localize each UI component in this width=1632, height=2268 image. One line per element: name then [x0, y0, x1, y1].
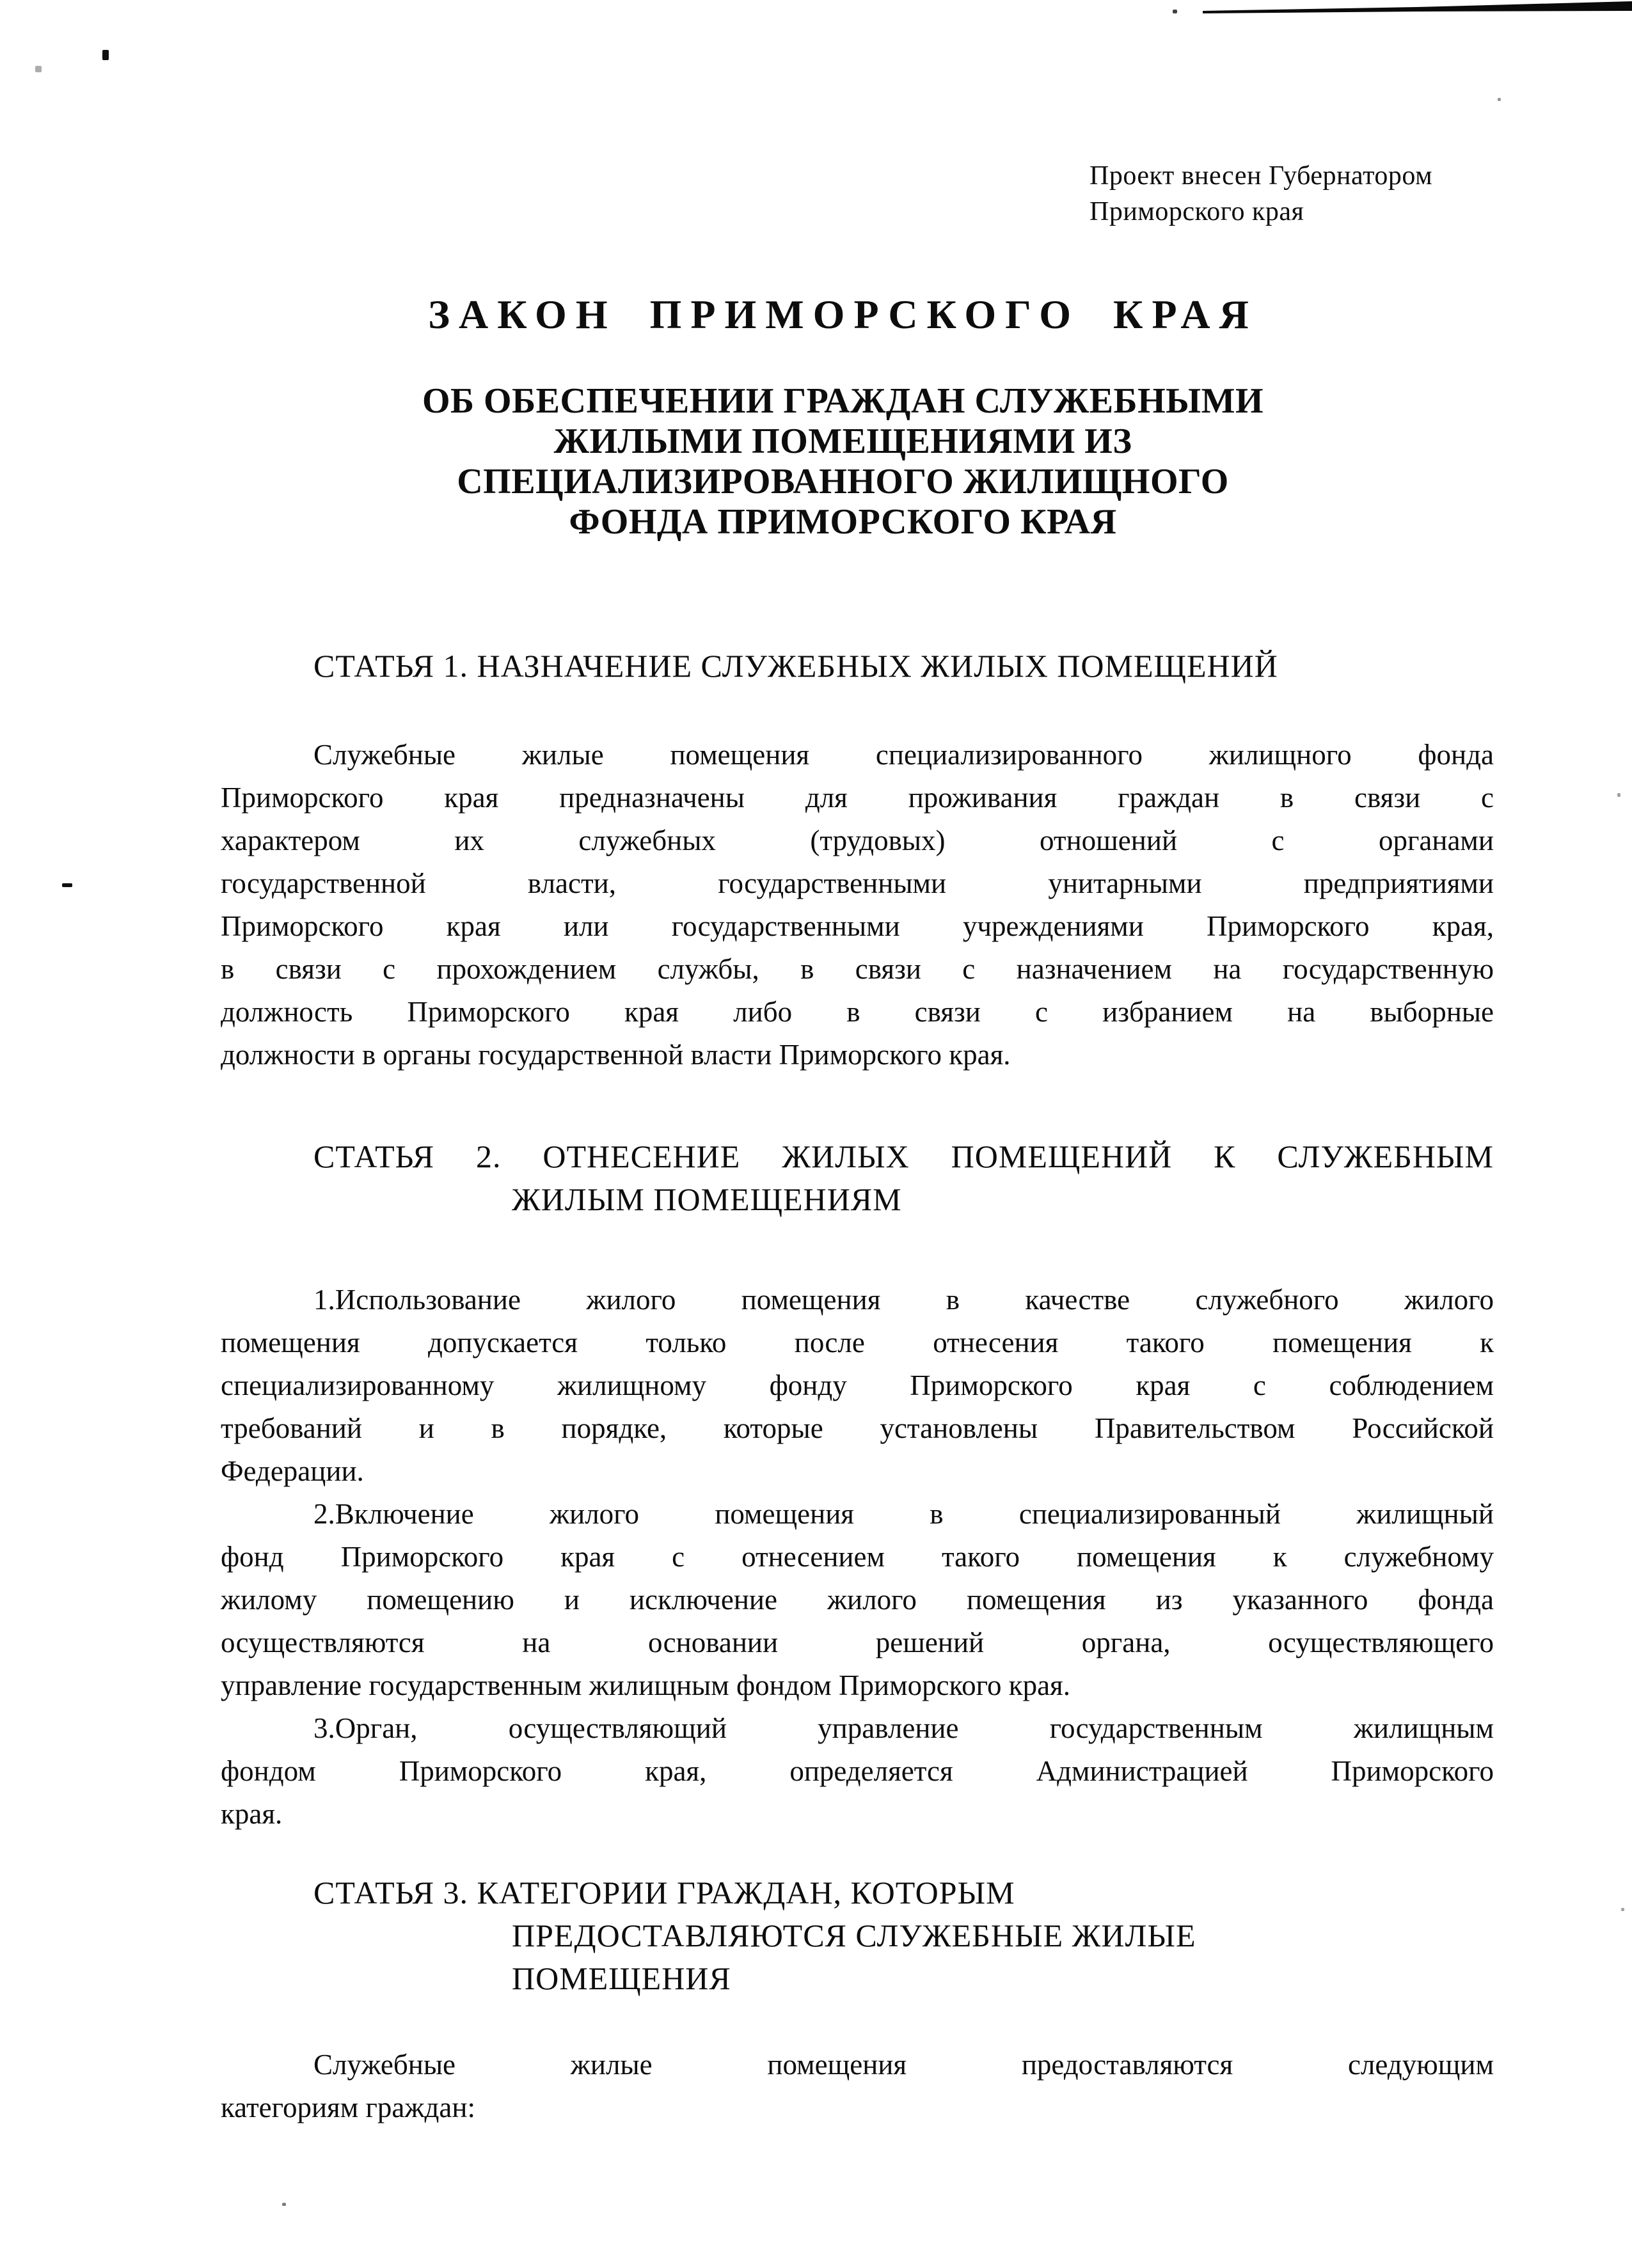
article-2-heading	[221, 1135, 1494, 1221]
heading-line: ЖИЛЫМ ПОМЕЩЕНИЯМ	[512, 1181, 902, 1217]
body-line: в связи с прохождением службы, в связи с назначением на государственную	[221, 953, 1494, 985]
body-line: Приморского края или государственными учреждениями Приморского края,	[221, 910, 1494, 942]
body-line: фонд Приморского края с отнесением такого помещения к служебному	[221, 1541, 1494, 1573]
scan-speck	[35, 66, 42, 72]
article-2	[221, 1135, 1494, 1836]
article-1	[221, 645, 1494, 1076]
subtitle-line: ОБ ОБЕСПЕЧЕНИИ ГРАЖДАН СЛУЖЕБНЫМИ	[422, 381, 1264, 421]
body-line: Служебные жилые помещения специализированного жилищного фонда	[313, 739, 1494, 771]
subtitle-line: СПЕЦИАЛИЗИРОВАННОГО ЖИЛИЩНОГО	[457, 462, 1229, 501]
heading-line: ПРЕДОСТАВЛЯЮТСЯ СЛУЖЕБНЫЕ ЖИЛЫЕ	[512, 1918, 1196, 1953]
body-line: 2.Включение жилого помещения в специализированный жилищный	[313, 1498, 1494, 1530]
body-line: края.	[221, 1798, 283, 1830]
body-line: Федерации.	[221, 1455, 364, 1487]
annotation-line: Проект внесен Губернатором	[1089, 161, 1433, 191]
body-line: Приморского края предназначены для проживания граждан в связи с	[221, 782, 1494, 814]
article-2-paragraph-2	[221, 1493, 1494, 1707]
body-line: фондом Приморского края, определяется Администрацией Приморского	[221, 1755, 1494, 1787]
body-line: государственной власти, государственными унитарными предприятиями	[221, 867, 1494, 899]
body-line: должность Приморского края либо в связи с избранием на выборные	[221, 996, 1494, 1028]
subtitle-line: ФОНДА ПРИМОРСКОГО КРАЯ	[569, 502, 1117, 542]
document-title: ЗАКОН ПРИМОРСКОГО КРАЯ	[428, 292, 1258, 337]
body-line: характером их служебных (трудовых) отношений с органами	[221, 824, 1494, 856]
heading-line: СТАТЬЯ 2. ОТНЕСЕНИЕ ЖИЛЫХ ПОМЕЩЕНИЙ К СЛУЖЕБНЫМ	[313, 1138, 1494, 1174]
article-2-paragraph-1	[221, 1279, 1494, 1493]
article-2-paragraph-3	[221, 1707, 1494, 1836]
article-3-heading	[221, 1871, 1494, 2000]
body-line: помещения допускается только после отнесения такого помещения к	[221, 1327, 1494, 1358]
body-line: специализированному жилищному фонду Приморского края с соблюдением	[221, 1369, 1494, 1401]
article-1-paragraph-1	[221, 734, 1494, 1076]
scan-speck	[282, 2203, 286, 2206]
annotation-line: Приморского края	[1089, 197, 1304, 226]
subtitle-line: ЖИЛЫМИ ПОМЕЩЕНИЯМИ ИЗ	[553, 421, 1132, 461]
article-3-paragraph-1	[221, 2044, 1494, 2129]
scan-speck	[102, 50, 109, 60]
heading-line: ПОМЕЩЕНИЯ	[512, 1960, 731, 1996]
document-content	[221, 0, 1494, 2129]
article-1-heading	[221, 645, 1494, 688]
heading-line: СТАТЬЯ 1. НАЗНАЧЕНИЕ СЛУЖЕБНЫХ ЖИЛЫХ ПОМЕЩЕНИЙ	[313, 648, 1278, 684]
scan-speck	[1617, 793, 1620, 797]
body-line: 3.Орган, осуществляющий управление государственным жилищным	[313, 1712, 1494, 1744]
scan-speck	[62, 883, 72, 887]
article-3	[221, 1871, 1494, 2129]
scan-speck	[1621, 1908, 1624, 1911]
body-line: управление государственным жилищным фондом Приморского края.	[221, 1669, 1071, 1701]
body-line: должности в органы государственной власти Приморского края.	[221, 1039, 1011, 1071]
scan-speck	[1498, 98, 1501, 101]
document-subtitle	[192, 381, 1494, 542]
body-line: 1.Использование жилого помещения в качестве служебного жилого	[313, 1284, 1494, 1316]
heading-line: СТАТЬЯ 3. КАТЕГОРИИ ГРАЖДАН, КОТОРЫМ	[313, 1875, 1015, 1910]
body-line: категориям граждан:	[221, 2091, 475, 2123]
body-line: требований и в порядке, которые установлены Правительством Российской	[221, 1412, 1494, 1444]
body-line: Служебные жилые помещения предоставляются следующим	[313, 2049, 1494, 2081]
body-line: осуществляются на основании решений органа, осуществляющего	[221, 1626, 1494, 1658]
body-line: жилому помещению и исключение жилого помещения из указанного фонда	[221, 1584, 1494, 1616]
